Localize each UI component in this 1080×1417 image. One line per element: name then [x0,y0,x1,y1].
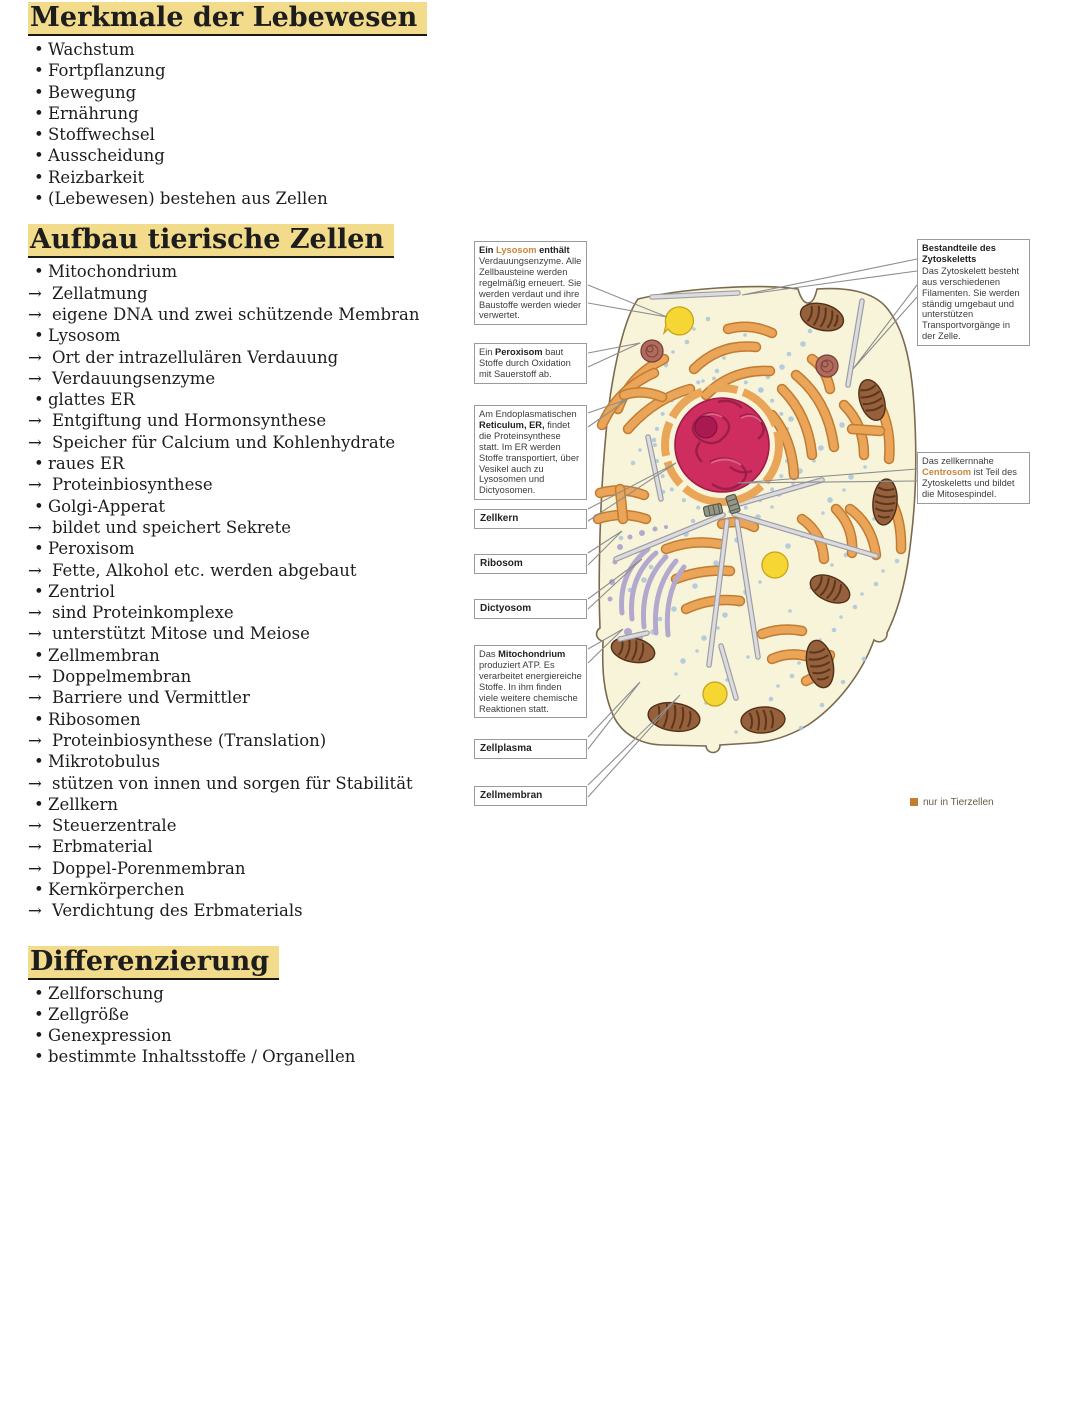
section-title-differenzierung-text: Differenzierung [28,946,279,980]
list-item: →Doppelmembran [28,666,1023,687]
bullet-marker [28,432,52,453]
list-item: •bestimmte Inhaltsstoffe / Organellen [28,1046,1023,1067]
bullet-marker [28,368,52,389]
list-item: •Wachstum [28,39,1023,60]
list-item: •(Lebewesen) bestehen aus Zellen [28,188,1023,209]
bullet-marker [34,82,48,103]
list-item: →Steuerzentrale [28,815,1023,836]
nucleolus [695,416,717,438]
bullet-marker [34,794,48,815]
bullet-marker [28,687,52,708]
section-title-aufbau-text: Aufbau tierische Zellen [28,224,394,258]
bullet-marker [34,1004,48,1025]
legend-label: nur in Tierzellen [923,797,994,808]
list-item: •Stoffwechsel [28,124,1023,145]
bullet-marker [34,453,48,474]
bullet-marker [34,1025,48,1046]
list-item: →bildet und speichert Sekrete [28,517,1023,538]
label-dictyosom: Dictyosom [474,599,587,619]
lysosome [703,682,727,706]
bullet-marker [34,581,48,602]
list-item: →unterstützt Mitose und Meiose [28,623,1023,644]
list-item: •Zellgröße [28,1004,1023,1025]
list-item: •Reizbarkeit [28,167,1023,188]
list-item: →eigene DNA und zwei schützende Membran [28,304,1023,325]
bullet-marker [34,103,48,124]
section-title-merkmale [28,2,1023,34]
list-item: •Zellmembran [28,645,1023,666]
label-zytoskelett: Bestandteile des Zytoskeletts Das Zytoskelett besteht aus verschiedenen Filamenten. Sie werden ständig umgebaut und unterstützen Transportvorgänge in der Zelle. [917,239,1030,346]
list-item: •raues ER [28,453,1023,474]
diagram-legend [910,797,994,808]
bullet-marker [28,602,52,623]
label-mitochondrium: Das Mitochondrium produziert ATP. Es verarbeitet energiereiche Stoffe. In ihm finden viele weitere chemische Reaktionen statt. [474,645,587,718]
bullet-marker [28,836,52,857]
bullet-marker [34,879,48,900]
bullet-marker [34,145,48,166]
list-item: •Ernährung [28,103,1023,124]
bullet-marker [28,666,52,687]
bullet-marker [28,560,52,581]
bullet-marker [28,623,52,644]
list-item: →Speicher für Calcium und Kohlenhydrate [28,432,1023,453]
bullet-marker [28,410,52,431]
label-zellmembran: Zellmembran [474,786,587,806]
list-item: →stützen von innen und sorgen für Stabilität [28,773,1023,794]
list-item: •Zellforschung [28,983,1023,1004]
list-item: •glattes ER [28,389,1023,410]
list-item: →Proteinbiosynthese [28,474,1023,495]
list-item: •Peroxisom [28,538,1023,559]
bullet-marker [28,517,52,538]
list-item: •Lysosom [28,325,1023,346]
list-item: •Zellkern [28,794,1023,815]
bullet-marker [28,474,52,495]
label-er: Am Endoplasmatischen Reticulum, ER, findet die Proteinsynthese statt. Im ER werden Stoffe transportiert, über Vesikel auch zu Lysosomen und Dictyosomen. [474,405,587,500]
list-item: →Entgiftung und Hormonsynthese [28,410,1023,431]
bullet-marker [34,496,48,517]
list-item: →Proteinbiosynthese (Translation) [28,730,1023,751]
merkmale-list [28,39,1023,209]
list-item: →Zellatmung [28,283,1023,304]
list-item: •Zentriol [28,581,1023,602]
label-zellplasma: Zellplasma [474,739,587,759]
bullet-marker [34,645,48,666]
bullet-marker [28,815,52,836]
label-peroxisom: Ein Peroxisom baut Stoffe durch Oxidation mit Sauerstoff ab. [474,343,587,384]
bullet-marker [34,325,48,346]
lysosome [762,552,788,578]
bullet-marker [34,124,48,145]
bullet-marker [34,39,48,60]
label-lysosom: Ein Lysosom enthält Verdauungsenzyme. Alle Zellbausteine werden regelmäßig erneuert. Sie werden verdaut und ihre Baustoffe werden wieder verwertet. [474,241,587,325]
list-item: →sind Proteinkomplexe [28,602,1023,623]
nucleus-body [675,398,769,492]
list-item: •Mikrotobulus [28,751,1023,772]
list-item: •Bewegung [28,82,1023,103]
list-item: →Verdichtung des Erbmaterials [28,900,1023,921]
list-item: •Kernkörperchen [28,879,1023,900]
bullet-marker [28,304,52,325]
cell-diagram [470,237,1035,827]
list-item: •Mitochondrium [28,261,1023,282]
bullet-marker [28,773,52,794]
bullet-marker [28,730,52,751]
label-ribosom: Ribosom [474,554,587,574]
section-title-merkmale-text: Merkmale der Lebewesen [28,2,427,36]
bullet-marker [34,1046,48,1067]
bullet-marker [34,709,48,730]
differenzierung-list [28,983,1023,1068]
list-item: →Fette, Alkohol etc. werden abgebaut [28,560,1023,581]
list-item: →Erbmaterial [28,836,1023,857]
bullet-marker [34,538,48,559]
bullet-marker [28,283,52,304]
list-item: →Doppel-Porenmembran [28,858,1023,879]
list-item: •Genexpression [28,1025,1023,1046]
section-title-differenzierung [28,946,1023,978]
bullet-marker [34,167,48,188]
bullet-marker [34,983,48,1004]
label-zellkern: Zellkern [474,509,587,529]
list-item: →Ort der intrazellulären Verdauung [28,347,1023,368]
list-item: •Ausscheidung [28,145,1023,166]
bullet-marker [28,900,52,921]
bullet-marker [34,261,48,282]
list-item: •Ribosomen [28,709,1023,730]
list-item: →Verdauungsenzyme [28,368,1023,389]
tierzellen-legend-swatch [910,798,918,806]
bullet-marker [28,858,52,879]
bullet-marker [34,188,48,209]
bullet-marker [34,60,48,81]
bullet-marker [28,347,52,368]
label-centrosom: Das zellkernnahe Centrosom ist Teil des Zytoskeletts und bildet die Mitosespindel. [917,452,1030,504]
bullet-marker [34,751,48,772]
bullet-marker [34,389,48,410]
list-item: •Golgi-Apperat [28,496,1023,517]
list-item: →Barriere und Vermittler [28,687,1023,708]
list-item: •Fortpflanzung [28,60,1023,81]
